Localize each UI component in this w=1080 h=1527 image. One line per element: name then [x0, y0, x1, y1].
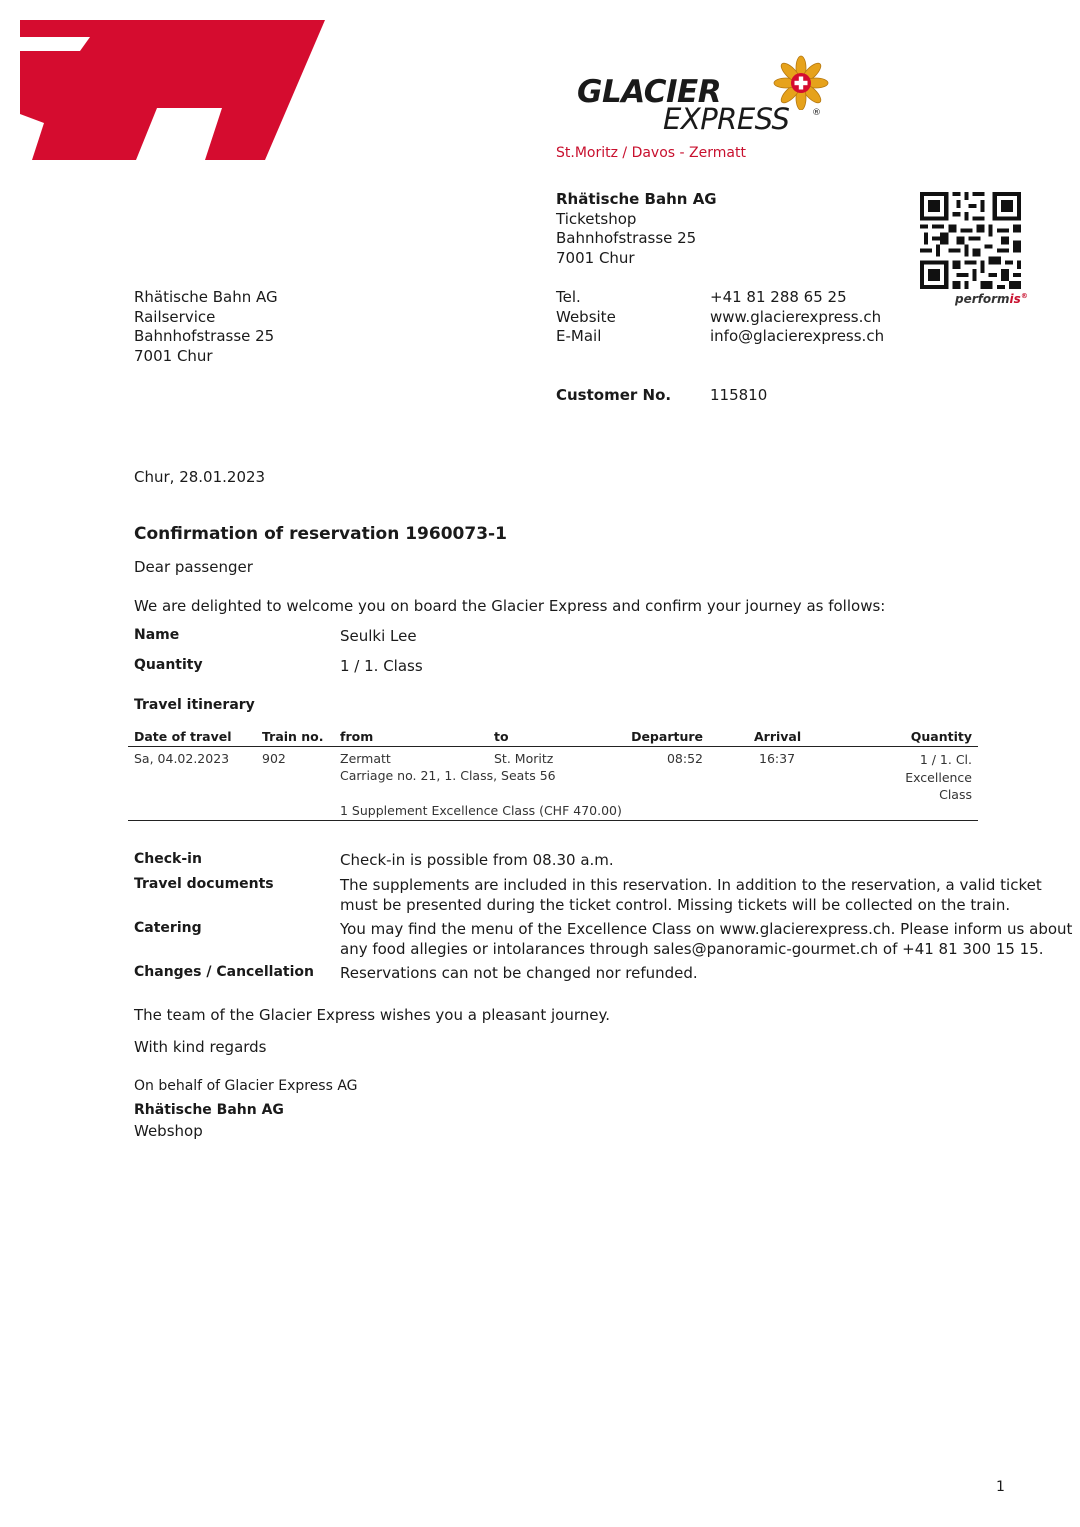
checkin-label: Check-in — [134, 851, 202, 867]
sender-street: Bahnhofstrasse 25 — [556, 229, 697, 247]
contact-values — [710, 288, 884, 347]
quantity-line: Excellence — [905, 769, 972, 785]
contact-labels — [556, 288, 616, 347]
recipient-company: Rhätische Bahn AG — [134, 288, 278, 306]
sender-company: Rhätische Bahn AG — [556, 190, 717, 208]
glacier-express-logo — [575, 72, 845, 142]
sender-city: 7001 Chur — [556, 248, 635, 267]
closing-behalf: On behalf of Glacier Express AG — [134, 1078, 358, 1094]
header-to: to — [494, 729, 509, 744]
catering-text — [340, 920, 1072, 959]
qr-code-icon — [920, 192, 1021, 289]
closing-dept: Webshop — [134, 1122, 203, 1140]
cell-to: St. Moritz — [494, 751, 554, 766]
header-train: Train no. — [262, 729, 324, 744]
qr-caption-mark: ® — [1020, 292, 1028, 300]
header-quantity: Quantity — [910, 729, 972, 744]
header-departure: Departure — [631, 729, 703, 744]
cell-departure: 08:52 — [666, 751, 703, 766]
customer-label: Customer No. — [556, 386, 672, 404]
cell-quantity — [905, 751, 972, 804]
recipient-street: Bahnhofstrasse 25 — [134, 327, 275, 345]
recipient-address — [134, 288, 278, 366]
text-line: must be presented during the ticket control. Missing tickets will be collected on the train. — [340, 895, 1011, 914]
closing-company: Rhätische Bahn AG — [134, 1102, 284, 1118]
text-line: You may find the menu of the Excellence Class on www.glacierexpress.ch. Please inform us about — [340, 920, 1073, 938]
logo-glacier-text: GLACIER — [577, 74, 722, 110]
cell-arrival: 16:37 — [759, 751, 796, 766]
travel-documents-text — [340, 876, 1042, 915]
greeting: Dear passenger — [134, 558, 253, 576]
cell-supplement: 1 Supplement Excellence Class (CHF 470.00) — [340, 803, 622, 818]
website-label: Website — [556, 307, 616, 326]
letter-date: Chur, 28.01.2023 — [134, 468, 266, 486]
header-from: from — [340, 729, 374, 744]
logo-registered-mark: ® — [812, 108, 821, 118]
intro-text: We are delighted to welcome you on board the Glacier Express and confirm your journey as follows: — [134, 597, 886, 615]
quantity-label: Quantity — [134, 657, 203, 673]
cell-seat-info: Carriage no. 21, 1. Class, Seats 56 — [340, 768, 556, 783]
edelweiss-icon — [771, 54, 831, 110]
swiss-flag-graphic — [0, 0, 340, 170]
changes-text: Reservations can not be changed nor refunded. — [340, 964, 698, 982]
quantity-line: 1 / 1. Cl. — [919, 752, 972, 767]
recipient-dept: Railservice — [134, 307, 216, 326]
cell-date: Sa, 04.02.2023 — [134, 751, 230, 766]
recipient-city: 7001 Chur — [134, 346, 213, 365]
tel-value: +41 81 288 65 25 — [710, 288, 847, 306]
logo-route-text: St.Moritz / Davos - Zermatt — [556, 145, 746, 161]
quantity-value: 1 / 1. Class — [340, 657, 423, 675]
travel-documents-label: Travel documents — [134, 876, 274, 892]
email-link[interactable]: info@glacierexpress.ch — [710, 327, 885, 345]
tel-label: Tel. — [556, 288, 581, 306]
logo-express-text: EXPRESS — [663, 102, 790, 136]
page-title: Confirmation of reservation 1960073-1 — [134, 524, 507, 544]
header-date: Date of travel — [134, 729, 232, 744]
closing-regards: With kind regards — [134, 1038, 267, 1056]
qr-caption — [955, 292, 1028, 306]
header-arrival: Arrival — [754, 729, 802, 744]
cell-train: 902 — [262, 751, 286, 766]
name-value: Seulki Lee — [340, 627, 417, 645]
sender-dept: Ticketshop — [556, 209, 637, 228]
header-divider — [128, 746, 978, 747]
email-label: E-Mail — [556, 327, 602, 345]
checkin-text: Check-in is possible from 08.30 a.m. — [340, 851, 614, 869]
table-bottom-divider — [128, 820, 978, 821]
changes-label: Changes / Cancellation — [134, 964, 314, 980]
catering-label: Catering — [134, 920, 202, 936]
page-number: 1 — [996, 1479, 1005, 1495]
qr-caption-b: is — [1009, 292, 1021, 306]
cell-from: Zermatt — [340, 751, 391, 766]
text-line: The supplements are included in this reservation. In addition to the reservation, a valid ticket — [340, 876, 1042, 894]
itinerary-table — [128, 729, 978, 821]
website-link[interactable]: www.glacierexpress.ch — [710, 307, 882, 326]
itinerary-heading: Travel itinerary — [134, 697, 255, 713]
sender-address — [556, 190, 717, 268]
text-line: any food allegies or intolarances through sales@panoramic-gourmet.ch of +41 81 300 15 15. — [340, 939, 1044, 958]
customer-number: 115810 — [710, 386, 768, 404]
name-label: Name — [134, 627, 180, 643]
quantity-line: Class — [939, 787, 972, 802]
closing-wish: The team of the Glacier Express wishes you a pleasant journey. — [134, 1006, 610, 1024]
qr-caption-a: perform — [955, 292, 1010, 306]
